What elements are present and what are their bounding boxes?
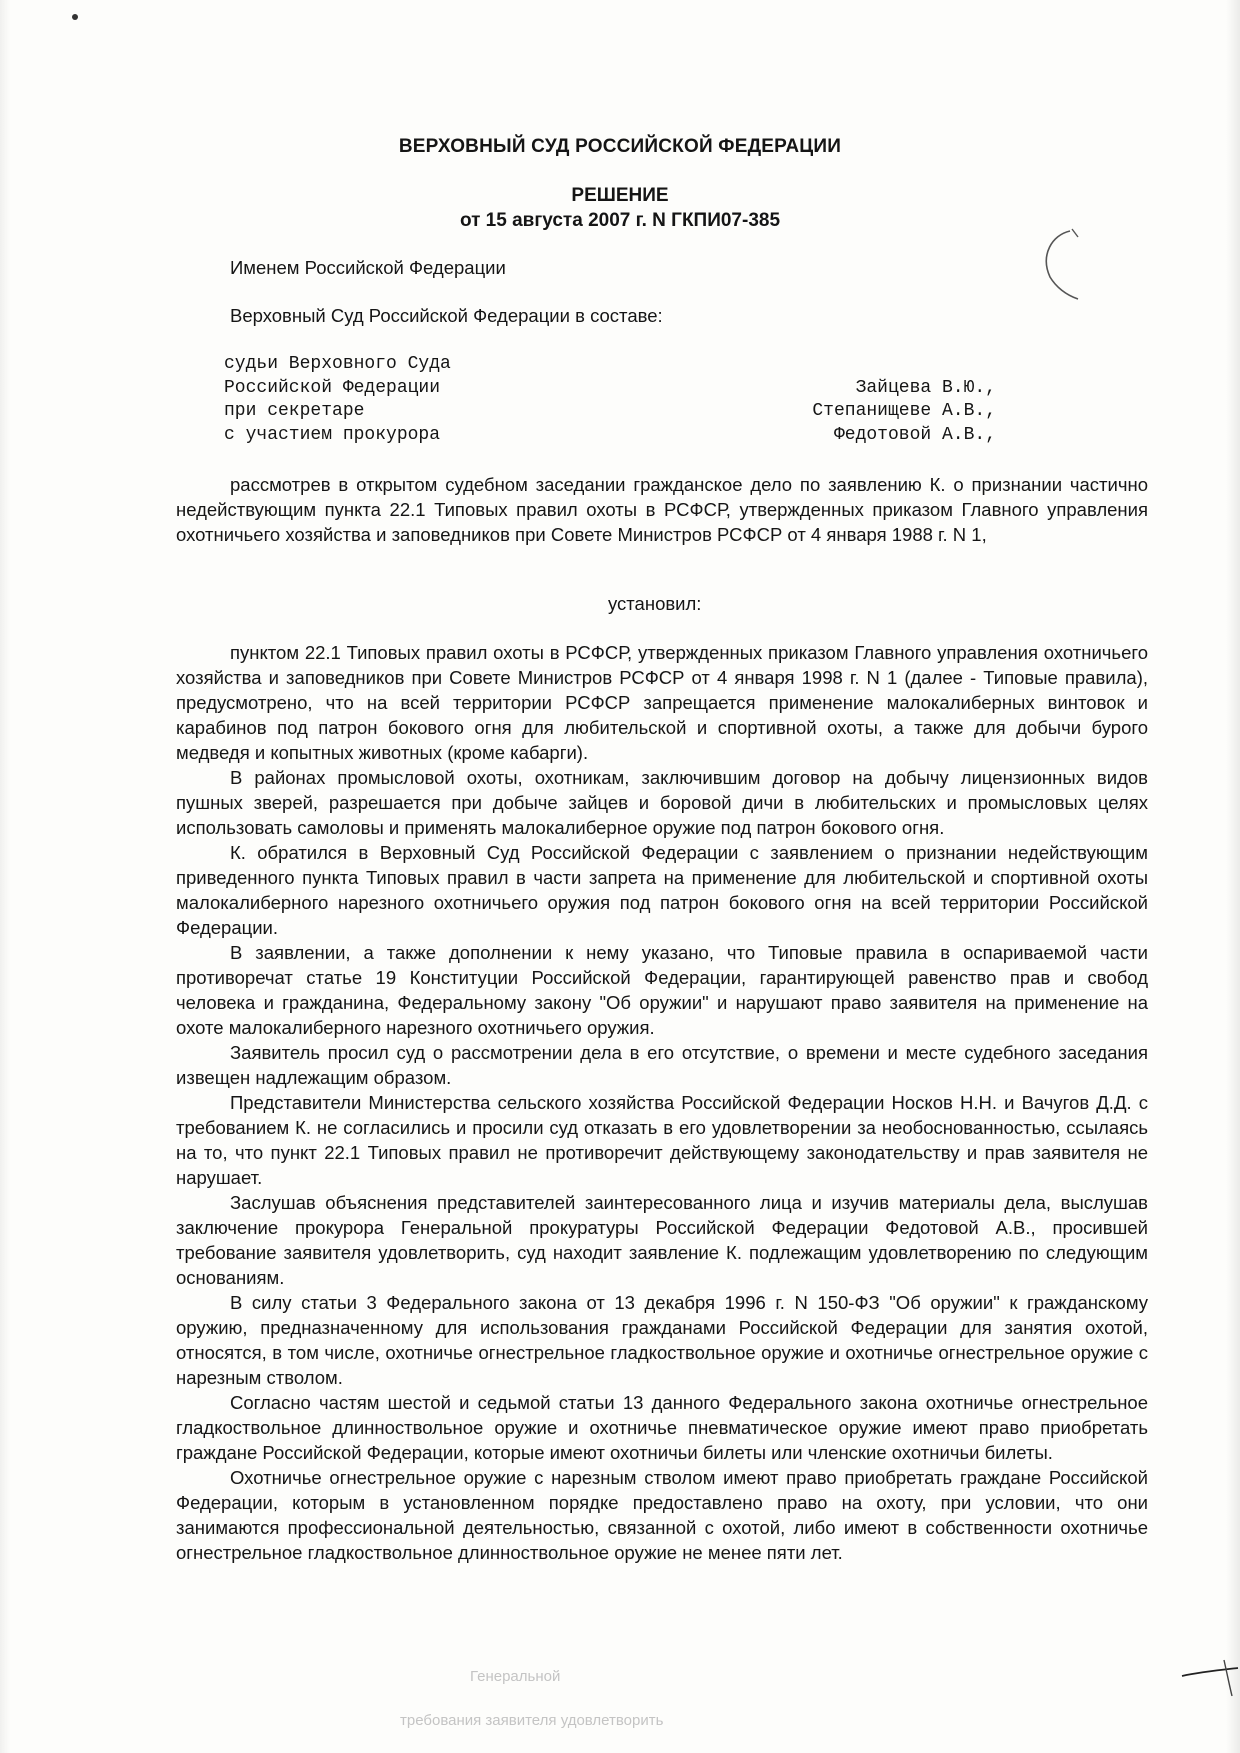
body-paragraph: Заслушав объяснения представителей заинтересованного лица и изучив материалы дела, выслушав заключение прокурора Генеральной прокуратуры Российской Федерации Федотовой А.В., просившей требование заявителя удовлетворить, суд находит заявление К. подлежащим удовлетворению по следующим основаниям. bbox=[176, 1192, 1148, 1288]
preamble bbox=[176, 472, 1148, 547]
established-heading: установил: bbox=[608, 593, 702, 614]
composition-name: Федотовой А.В., bbox=[833, 424, 996, 445]
bleed-through-text: требования заявителя удовлетворить bbox=[400, 1712, 664, 1729]
scan-speck-icon bbox=[68, 10, 82, 24]
intro-line-1: Именем Российской Федерации bbox=[230, 257, 506, 278]
body-paragraph: Представители Министерства сельского хозяйства Российской Федерации Носков Н.Н. и Вачугов Д.Д. с требованием К. не согласились и просили суд отказать в его удовлетворении за необоснованностью, ссылаясь на то, что пункт 22.1 Типовых правил не противоречит действующему законодательству и прав заявителя не нарушает. bbox=[176, 1092, 1148, 1188]
body-paragraph: В районах промысловой охоты, охотникам, заключившим договор на добычу лицензионных видов пушных зверей, разрешается при добыче зайцев и боровой дичи в любительских и промысловых целях использовать самоловы и применять малокалиберное оружие под патрон бокового огня. bbox=[176, 767, 1148, 838]
bleed-through-text: Генеральной bbox=[470, 1668, 561, 1685]
body-paragraph: Согласно частям шестой и седьмой статьи 13 данного Федерального закона охотничье огнестрельное гладкоствольное длинноствольное оружие и охотничье пневматическое оружие имеют право приобретать граждане Российской Федерации, которые имеют охотничьи билеты или членские охотничьи билеты. bbox=[176, 1392, 1148, 1463]
composition-role: с участием прокурора bbox=[224, 424, 441, 445]
composition-role: при секретаре bbox=[224, 401, 365, 421]
composition-row bbox=[224, 424, 996, 448]
document-type: РЕШЕНИЕ bbox=[571, 185, 669, 206]
composition-role: судьи Верховного Суда bbox=[224, 354, 451, 374]
scan-right-shadow bbox=[1226, 0, 1240, 1753]
composition-role: Российской Федерации bbox=[224, 377, 441, 398]
court-name: ВЕРХОВНЫЙ СУД РОССИЙСКОЙ ФЕДЕРАЦИИ bbox=[398, 136, 842, 157]
composition-row bbox=[224, 377, 996, 401]
composition-name: Зайцева В.Ю., bbox=[855, 377, 996, 398]
body-paragraph: В силу статьи 3 Федерального закона от 13 декабря 1996 г. N 150-ФЗ "Об оружии" к гражданскому оружию, предназначенному для использования гражданами Российской Федерации для занятия охотой, относятся, в том числе, охотничье огнестрельное гладкоствольное оружие и охотничье огнестрельное оружие с нарезным стволом. bbox=[176, 1292, 1148, 1388]
body-paragraph: К. обратился в Верховный Суд Российской Федерации с заявлением о признании недействующим приведенного пункта Типовых правил в части запрета на применение для любительской и спортивной охоты малокалиберного нарезного охотничьего оружия под патрон бокового огня на всей территории Российской Федерации. bbox=[176, 842, 1148, 938]
body-paragraph: пунктом 22.1 Типовых правил охоты в РСФСР, утвержденных приказом Главного управления охотничьего хозяйства и заповедников при Совете Министров РСФСР от 4 января 1998 г. N 1 (далее - Типовые правила), предусмотрено, что на всей территории РСФСР запрещается применение малокалиберных винтовок и карабинов под патрон бокового огня для любительской и спортивной охоты, а также для добычи бурого медведя и копытных животных (кроме кабарги). bbox=[176, 642, 1148, 763]
decision-body bbox=[176, 640, 1148, 1565]
court-composition bbox=[224, 353, 996, 447]
body-paragraph: В заявлении, а также дополнении к нему указано, что Типовые правила в оспариваемой части противоречат статье 19 Конституции Российской Федерации, гарантирующей равенство прав и свобод человека и гражданина, Федеральному закону "Об оружии" и нарушают право заявителя на применение на охоте малокалиберного нарезного охотничьего оружия. bbox=[176, 942, 1148, 1038]
intro-line-2: Верховный Суд Российской Федерации в составе: bbox=[230, 305, 663, 326]
handwritten-mark-icon bbox=[1032, 225, 1082, 305]
composition-name: Степанищеве А.В., bbox=[812, 401, 996, 421]
document-date: от 15 августа 2007 г. N ГКПИ07-385 bbox=[459, 210, 781, 231]
composition-row bbox=[224, 400, 996, 424]
scan-left-shadow bbox=[0, 0, 10, 1753]
pen-stroke-icon bbox=[1180, 1648, 1240, 1698]
body-paragraph: Охотничье огнестрельное оружие с нарезным стволом имеют право приобретать граждане Российской Федерации, которым в установленном порядке предоставлено право на охоту, при условии, что они занимаются профессиональной деятельностью, связанной с охотой, либо имеют в собственности охотничье огнестрельное гладкоствольное длинноствольное оружие не менее пяти лет. bbox=[176, 1467, 1148, 1563]
composition-row bbox=[224, 353, 996, 377]
body-paragraph: Заявитель просил суд о рассмотрении дела в его отсутствие, о времени и месте судебного заседания извещен надлежащим образом. bbox=[176, 1042, 1148, 1088]
preamble-paragraph: рассмотрев в открытом судебном заседании гражданское дело по заявлению К. о признании частично недействующим пункта 22.1 Типовых правил охоты в РСФСР, утвержденных приказом Главного управления охотничьего хозяйства и заповедников при Совете Министров РСФСР от 4 января 1988 г. N 1, bbox=[176, 474, 1148, 545]
